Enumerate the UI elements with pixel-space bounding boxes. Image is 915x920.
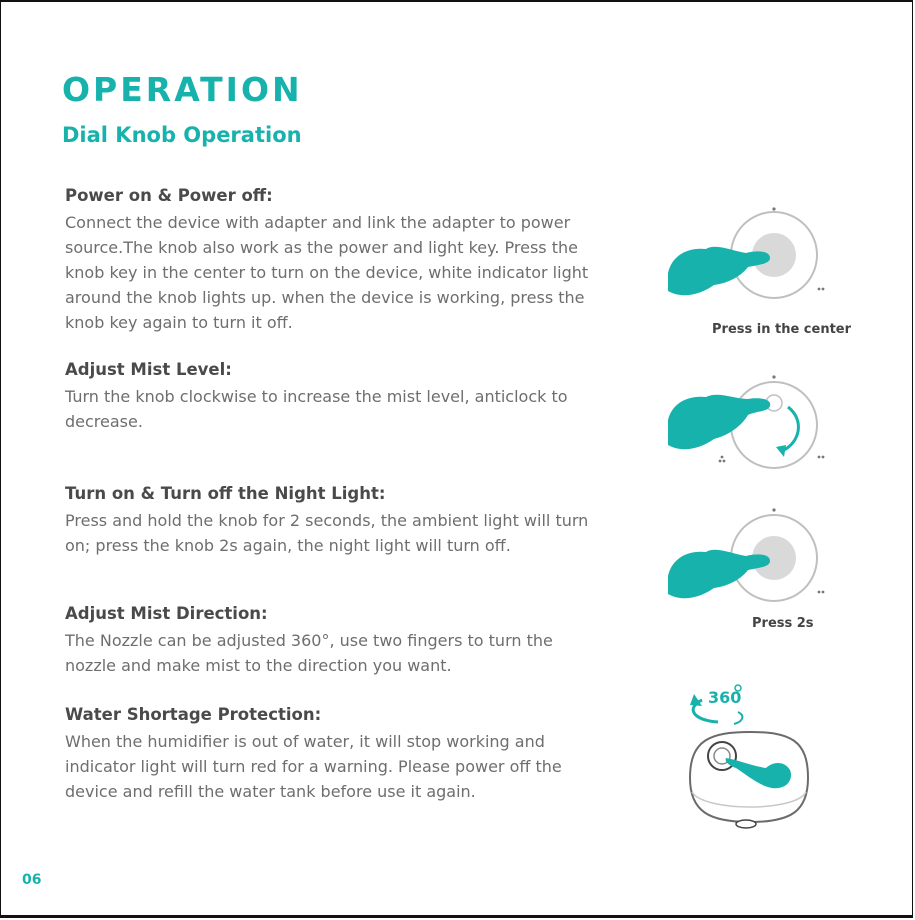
section-heading: Adjust Mist Direction: bbox=[65, 604, 268, 623]
section-mist-direction bbox=[65, 602, 590, 678]
caption-press-center: Press in the center bbox=[712, 322, 852, 337]
hand-press-knob-icon bbox=[660, 500, 840, 610]
page-number: 06 bbox=[22, 872, 42, 888]
page-subtitle: Dial Knob Operation bbox=[62, 123, 302, 147]
section-mist-level bbox=[65, 358, 590, 434]
page-title: OPERATION bbox=[62, 70, 303, 109]
section-heading: Water Shortage Protection: bbox=[65, 705, 322, 724]
hand-turn-knob-icon bbox=[660, 365, 840, 475]
section-body: Press and hold the knob for 2 seconds, the ambient light will turn on; press the knob 2s again, the night light will turn off. bbox=[65, 511, 589, 555]
section-water-shortage bbox=[65, 703, 590, 804]
section-body: Turn the knob clockwise to increase the mist level, anticlock to decrease. bbox=[65, 387, 568, 431]
rotate-360-label: 360 bbox=[708, 688, 742, 707]
rotate-360-icon bbox=[680, 680, 820, 830]
section-heading: Adjust Mist Level: bbox=[65, 360, 232, 379]
section-body: Connect the device with adapter and link the adapter to power source.The knob also work as the power and light key. Press the knob key in the center to turn on the device, white indicator light around the knob lights up. when the device is working, press the knob key again to turn it off. bbox=[65, 213, 589, 332]
caption-press-2s: Press 2s bbox=[752, 616, 814, 631]
hand-press-knob-icon bbox=[660, 195, 840, 315]
section-power bbox=[65, 184, 590, 335]
section-heading: Power on & Power off: bbox=[65, 186, 273, 205]
section-heading: Turn on & Turn off the Night Light: bbox=[65, 484, 386, 503]
section-night-light bbox=[65, 482, 590, 558]
section-body: The Nozzle can be adjusted 360°, use two fingers to turn the nozzle and make mist to the direction you want. bbox=[65, 631, 553, 675]
section-body: When the humidifier is out of water, it will stop working and indicator light will turn red for a warning. Please power off the device and refill the water tank before use it again. bbox=[65, 732, 562, 801]
